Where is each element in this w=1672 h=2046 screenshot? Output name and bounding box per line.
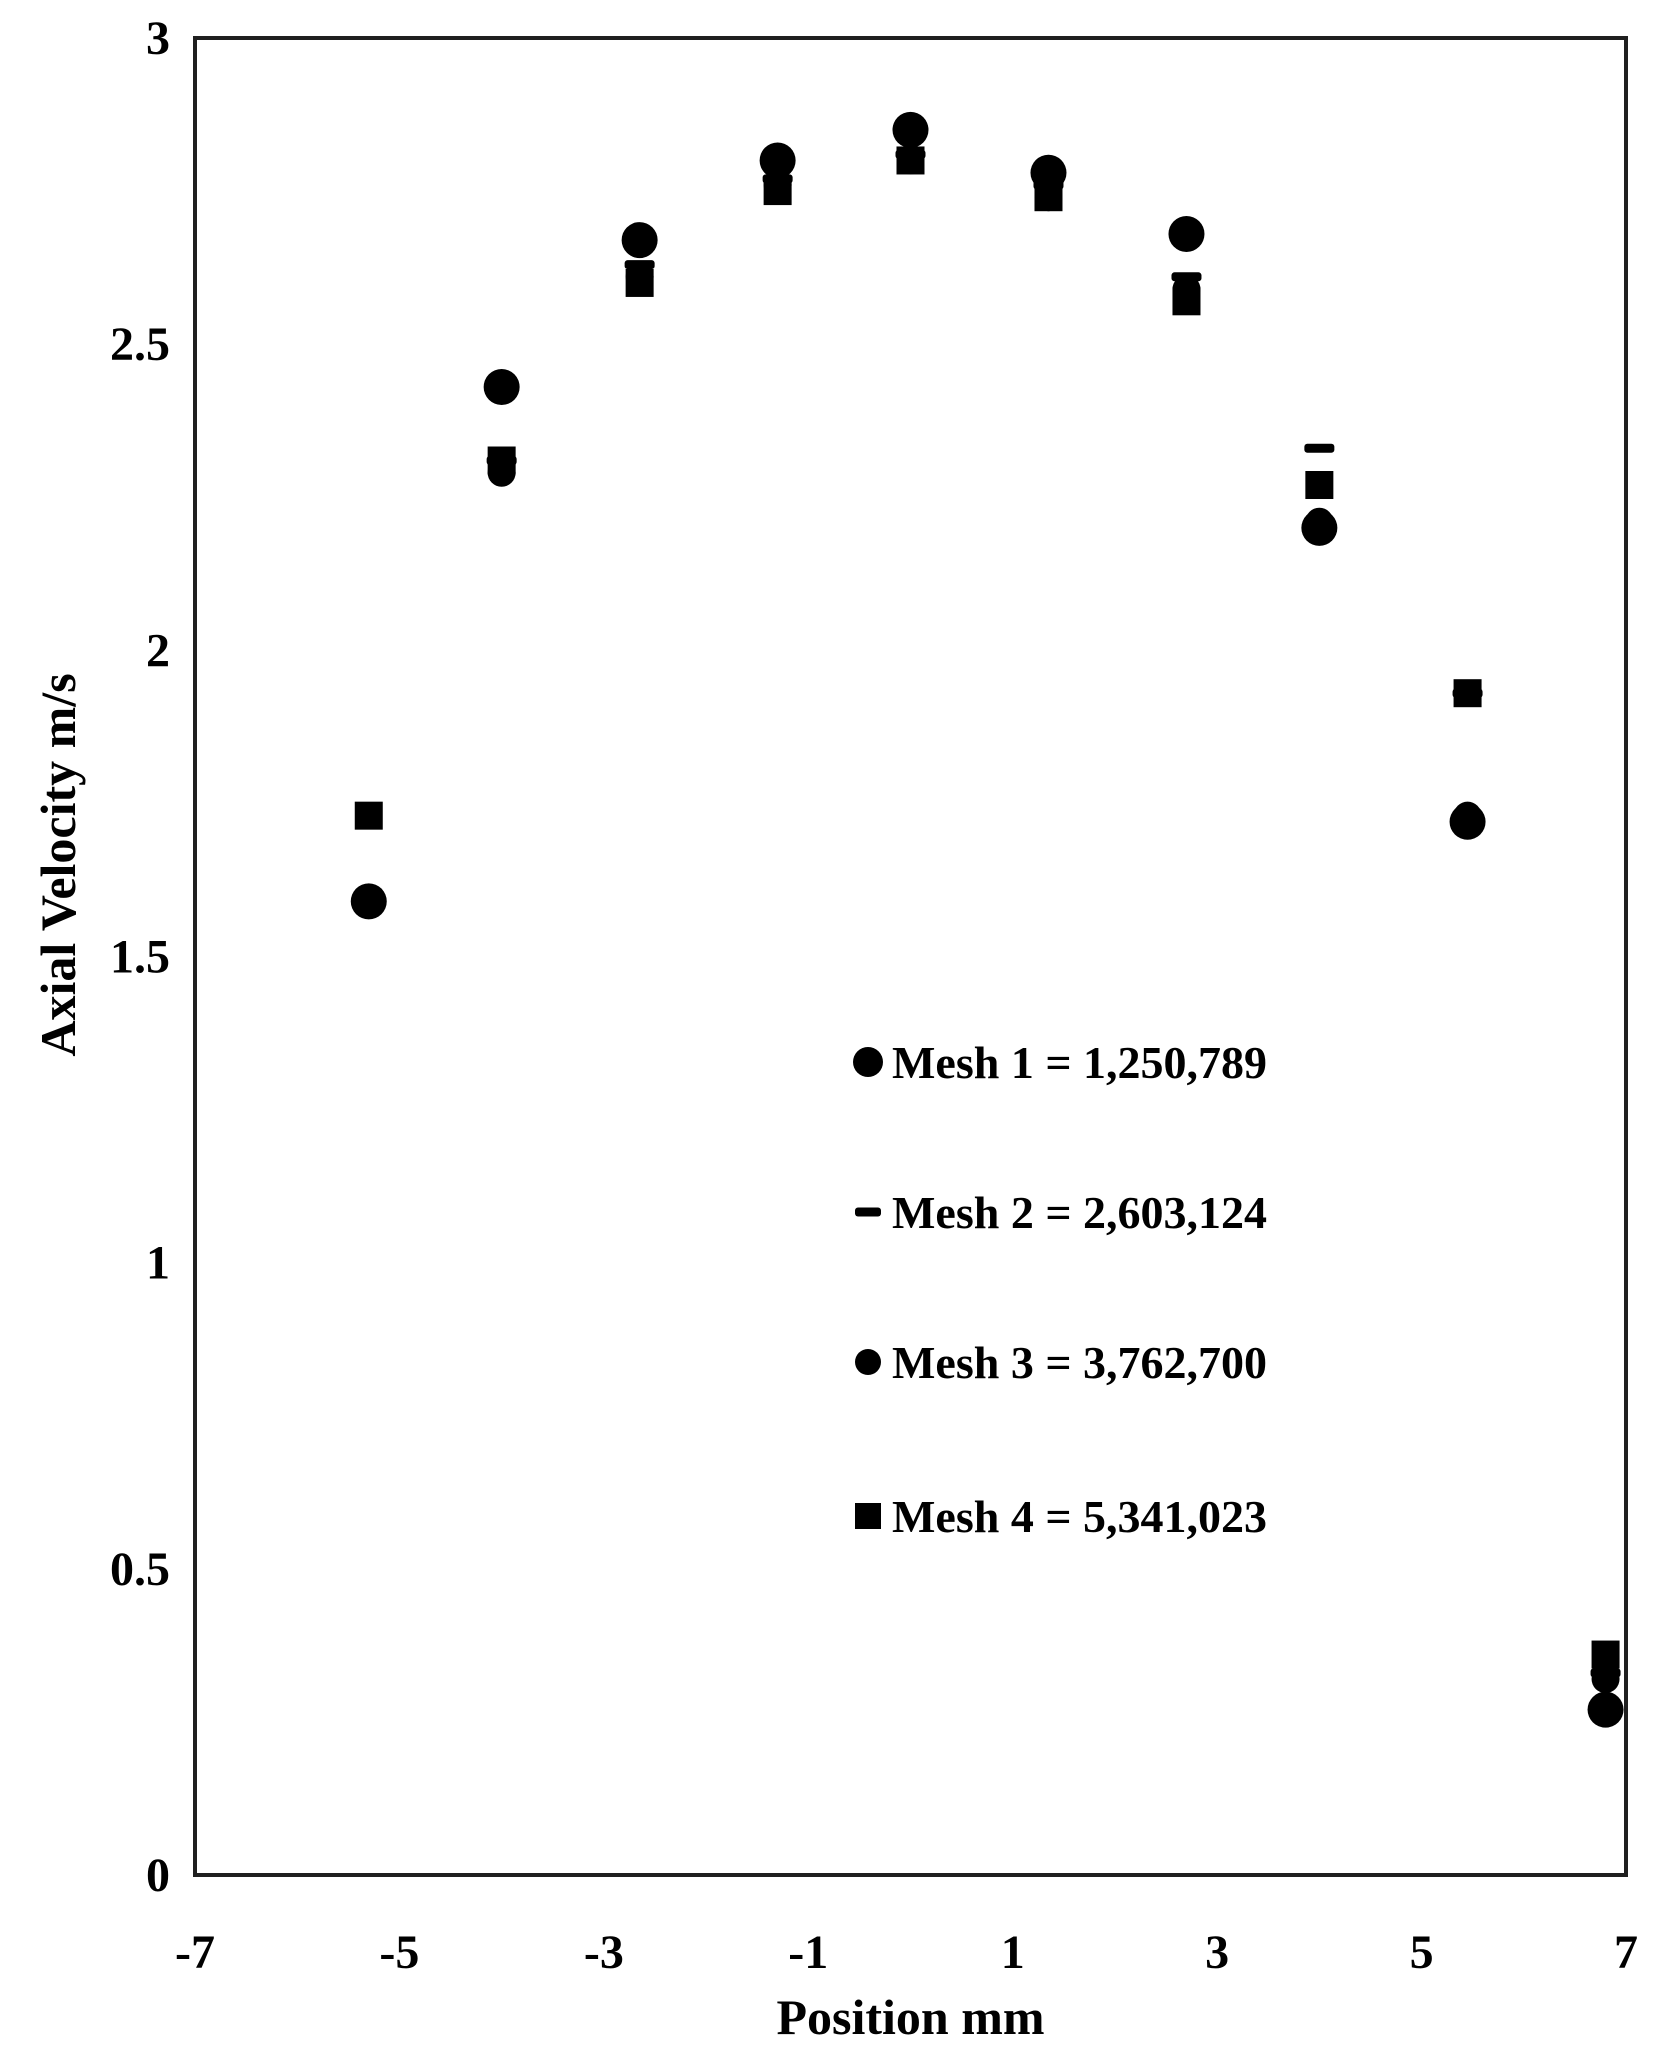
legend-label: Mesh 2 = 2,603,124 bbox=[892, 1187, 1268, 1238]
data-point-circle bbox=[1450, 804, 1486, 840]
data-point-square bbox=[1454, 679, 1482, 707]
data-point-circle-small bbox=[488, 459, 516, 487]
legend-marker-dash bbox=[855, 1208, 881, 1217]
y-tick-label: 0 bbox=[146, 1849, 170, 1902]
data-point-dash bbox=[1304, 444, 1334, 453]
x-tick-label: -3 bbox=[583, 1926, 624, 1979]
data-point-circle bbox=[622, 222, 658, 258]
x-tick-label: 1 bbox=[1000, 1926, 1025, 1979]
legend-marker-circle-small bbox=[855, 1349, 881, 1375]
x-tick-label: -5 bbox=[379, 1926, 420, 1979]
x-axis-title: Position mm bbox=[776, 1989, 1045, 2045]
x-tick-label: 7 bbox=[1614, 1926, 1638, 1979]
y-tick-label: 1 bbox=[146, 1236, 170, 1290]
y-tick-label: 0.5 bbox=[110, 1542, 170, 1596]
x-tick-label: -7 bbox=[175, 1926, 215, 1979]
legend-label: Mesh 4 = 5,341,023 bbox=[892, 1491, 1268, 1542]
data-point-circle bbox=[760, 142, 796, 178]
data-point-circle bbox=[1030, 155, 1066, 191]
data-point-square bbox=[1305, 471, 1333, 499]
y-tick-label: 1.5 bbox=[110, 930, 170, 984]
legend-label: Mesh 3 = 3,762,700 bbox=[892, 1337, 1268, 1388]
legend-marker-circle bbox=[853, 1047, 883, 1077]
data-point-square bbox=[355, 802, 383, 830]
data-point-circle-small bbox=[897, 146, 925, 174]
legend-label: Mesh 1 = 1,250,789 bbox=[892, 1037, 1268, 1088]
x-tick-label: 3 bbox=[1205, 1926, 1230, 1979]
data-point-circle bbox=[1588, 1692, 1624, 1728]
y-axis-title: Axial Velocity m/s bbox=[30, 673, 86, 1057]
data-point-circle bbox=[484, 369, 520, 405]
y-tick-label: 2.5 bbox=[110, 318, 170, 372]
data-point-circle bbox=[1168, 216, 1204, 252]
data-point-circle-small bbox=[626, 263, 654, 291]
data-point-circle-small bbox=[1172, 275, 1200, 303]
x-tick-label: 5 bbox=[1409, 1926, 1434, 1979]
x-tick-label: -1 bbox=[788, 1926, 829, 1979]
plot-border bbox=[195, 38, 1626, 1875]
data-point-circle bbox=[351, 883, 387, 919]
data-point-circle bbox=[893, 112, 929, 148]
y-tick-label: 3 bbox=[146, 12, 170, 65]
data-point-square bbox=[1592, 1641, 1620, 1669]
data-point-circle bbox=[1301, 510, 1337, 546]
data-point-circle-small bbox=[1592, 1665, 1620, 1693]
legend-marker-square bbox=[855, 1503, 881, 1529]
y-tick-label: 2 bbox=[146, 624, 170, 678]
